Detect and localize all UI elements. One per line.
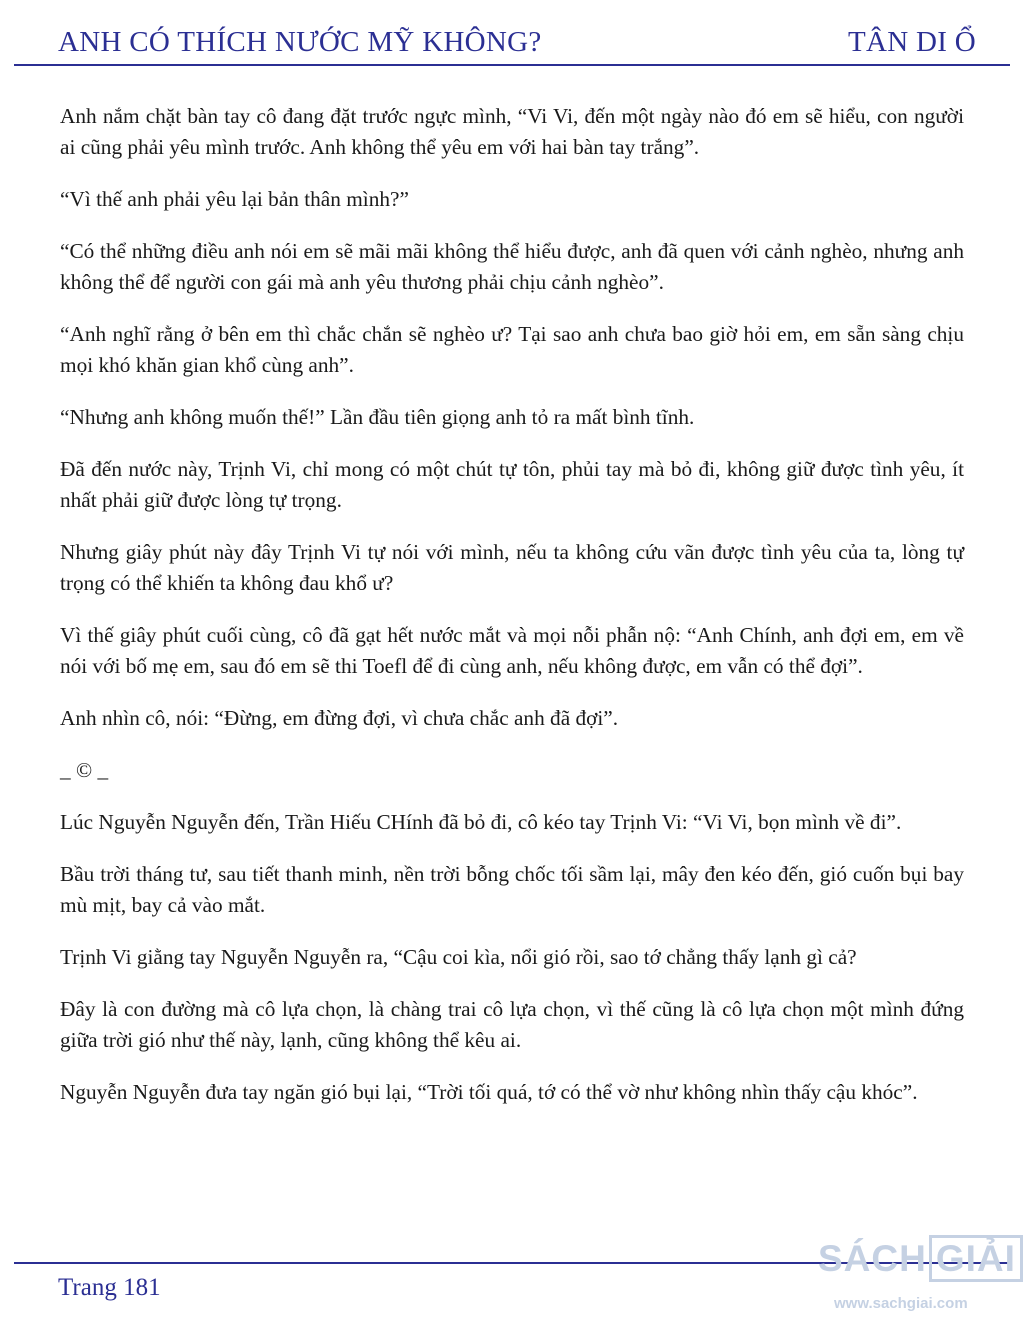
watermark-logo (818, 1232, 1024, 1322)
paragraph: Anh nhìn cô, nói: “Đừng, em đừng đợi, vì chưa chắc anh đã đợi”. (60, 706, 619, 730)
paragraph: “Nhưng anh không muốn thế!” Lần đầu tiên giọng anh tỏ ra mất bình tĩnh. (60, 405, 695, 429)
paragraph: “Có thể những điều anh nói em sẽ mãi mãi không thể hiểu được, anh đã quen với cảnh nghèo, nhưng anh không thể để người con gái mà anh yêu thương phải chịu cảnh nghèo”. (60, 239, 964, 294)
watermark-wordmark (818, 1238, 1023, 1280)
paragraph: Lúc Nguyễn Nguyễn đến, Trần Hiếu CHính đã bỏ đi, cô kéo tay Trịnh Vi: “Vi Vi, bọn mình về đi”. (60, 810, 902, 834)
paragraph: Nguyễn Nguyễn đưa tay ngăn gió bụi lại, “Trời tối quá, tớ có thể vờ như không nhìn thấy cậu khóc”. (60, 1080, 918, 1104)
paragraph: Đây là con đường mà cô lựa chọn, là chàng trai cô lựa chọn, vì thế cũng là cô lựa chọn một mình đứng giữa trời gió như thế này, lạnh, cũng không thể kêu ai. (60, 997, 964, 1052)
paragraph: “Vì thế anh phải yêu lại bản thân mình?” (60, 187, 409, 211)
book-title: ANH CÓ THÍCH NƯỚC MỸ KHÔNG? (58, 26, 542, 58)
page-body (60, 101, 964, 1129)
paragraph: Đã đến nước này, Trịnh Vi, chỉ mong có một chút tự tôn, phủi tay mà bỏ đi, không giữ được tình yêu, ít nhất phải giữ được lòng tự trọng. (60, 457, 964, 512)
paragraph: Nhưng giây phút này đây Trịnh Vi tự nói với mình, nếu ta không cứu vãn được tình yêu của ta, lòng tự trọng có thể khiến ta không đau khổ ư? (60, 540, 964, 595)
paragraph: Trịnh Vi giằng tay Nguyễn Nguyễn ra, “Cậu coi kìa, nổi gió rồi, sao tớ chẳng thấy lạnh gì cả? (60, 945, 857, 969)
section-separator: _ © _ (60, 758, 109, 782)
author-name: TÂN DI Ổ (847, 26, 976, 58)
paragraph: Anh nắm chặt bàn tay cô đang đặt trước ngực mình, “Vi Vi, đến một ngày nào đó em sẽ hiểu, con người ai cũng phải yêu mình trước. Anh không thể yêu em với hai bàn tay trắng”. (60, 104, 964, 159)
paragraph: Vì thế giây phút cuối cùng, cô đã gạt hết nước mắt và mọi nỗi phẫn nộ: “Anh Chính, anh đợi em, em về nói với bố mẹ em, sau đó em sẽ thi Toefl để đi cùng anh, nếu không được, em vẫn có thể đợi”. (60, 623, 964, 678)
paragraph: Bầu trời tháng tư, sau tiết thanh minh, nền trời bỗng chốc tối sầm lại, mây đen kéo đến, gió cuốn bụi bay mù mịt, bay cả vào mắt. (60, 862, 964, 917)
paragraph: “Anh nghĩ rằng ở bên em thì chắc chắn sẽ nghèo ư? Tại sao anh chưa bao giờ hỏi em, em sẵn sàng chịu mọi khó khăn gian khổ cùng anh”. (60, 322, 964, 377)
header-rule (14, 64, 1010, 66)
watermark-url: www.sachgiai.com (834, 1295, 968, 1312)
page-header (58, 26, 976, 62)
watermark-word-right: GIẢI (929, 1235, 1023, 1282)
watermark-word-left: SÁCH (818, 1238, 927, 1279)
page-number: Trang 181 (58, 1274, 161, 1301)
